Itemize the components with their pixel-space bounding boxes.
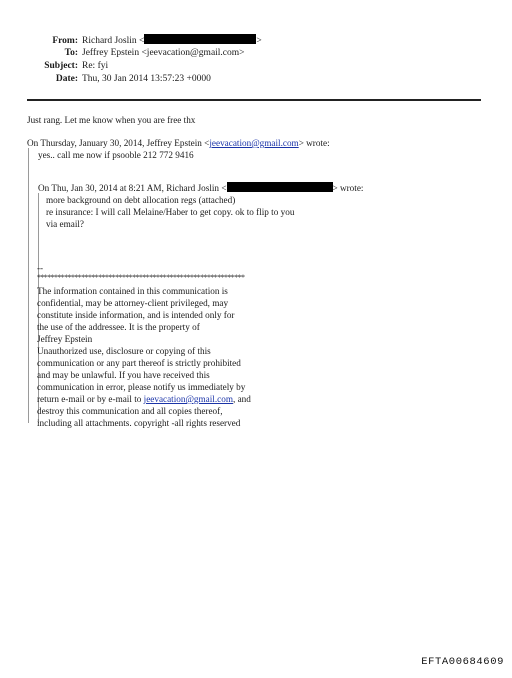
reply1-header-text: On Thursday, January 30, 2014, Jeffrey Epstein < <box>27 138 210 148</box>
date-value: Thu, 30 Jan 2014 13:57:23 +0000 <box>82 74 211 84</box>
to-label: To: <box>64 48 78 58</box>
disclaimer-line: confidential, may be attorney-client privileged, may <box>37 298 229 308</box>
from-value-end: > <box>256 36 262 46</box>
email-link[interactable]: jeevacation@gmail.com <box>209 138 299 148</box>
subject-value: Re: fyi <box>82 61 109 71</box>
date-label: Date: <box>55 74 78 84</box>
disclaimer-line: and may be unlawful. If you have received this <box>37 370 210 380</box>
disclaimer-line: Jeffrey Epstein <box>37 334 93 344</box>
from-row <box>0 34 262 48</box>
separator-stars: ************************************************************* <box>37 273 245 282</box>
reply2-line: via email? <box>46 219 85 229</box>
reply2-header <box>38 182 363 194</box>
signature-dashes: -- <box>37 263 44 273</box>
from-value: Richard Joslin < <box>82 36 145 46</box>
disclaimer-link-pre: return e-mail or by e-mail to <box>37 394 144 404</box>
subject-label: Subject: <box>44 61 78 71</box>
date-row <box>0 73 211 86</box>
reply1-header <box>27 137 330 149</box>
redaction-block <box>144 34 256 44</box>
reply2-header-end: > wrote: <box>332 183 364 193</box>
subject-row <box>0 60 108 73</box>
disclaimer-line: including all attachments. copyright -all rights reserved <box>37 418 241 428</box>
disclaimer-link-post: , and <box>232 394 251 404</box>
disclaimer-line: Unauthorized use, disclosure or copying of this <box>37 346 211 356</box>
message-line: Just rang. Let me know when you are free thx <box>27 115 196 125</box>
reply2-line: re insurance: I will call Melaine/Haber to get copy. ok to flip to you <box>46 207 295 217</box>
reply2-header-text: On Thu, Jan 30, 2014 at 8:21 AM, Richard Joslin < <box>38 183 227 193</box>
from-label: From: <box>52 36 78 46</box>
to-value: Jeffrey Epstein <jeevacation@gmail.com> <box>82 48 245 58</box>
quote-bar <box>28 148 29 423</box>
reply1-header-end: > wrote: <box>298 138 330 148</box>
disclaimer-line: the use of the addressee. It is the property of <box>37 322 200 332</box>
disclaimer-line: The information contained in this communication is <box>37 286 228 296</box>
disclaimer-line: constitute inside information, and is intended only for <box>37 310 235 320</box>
redaction-block <box>227 182 333 192</box>
to-row <box>0 47 245 60</box>
disclaimer-line: communication or any part thereof is strictly prohibited <box>37 358 241 368</box>
reply1-text: yes.. call me now if psooble 212 772 9416 <box>38 150 194 160</box>
bates-number: EFTA00684609 <box>421 656 504 668</box>
header-divider <box>27 99 481 101</box>
disclaimer-line: communication in error, please notify us immediately by <box>37 382 246 392</box>
disclaimer-line: destroy this communication and all copies thereof, <box>37 406 223 416</box>
disclaimer-link-line <box>37 393 251 405</box>
email-link[interactable]: jeevacation@gmail.com <box>143 394 233 404</box>
reply2-line: more background on debt allocation regs (attached) <box>46 195 236 205</box>
